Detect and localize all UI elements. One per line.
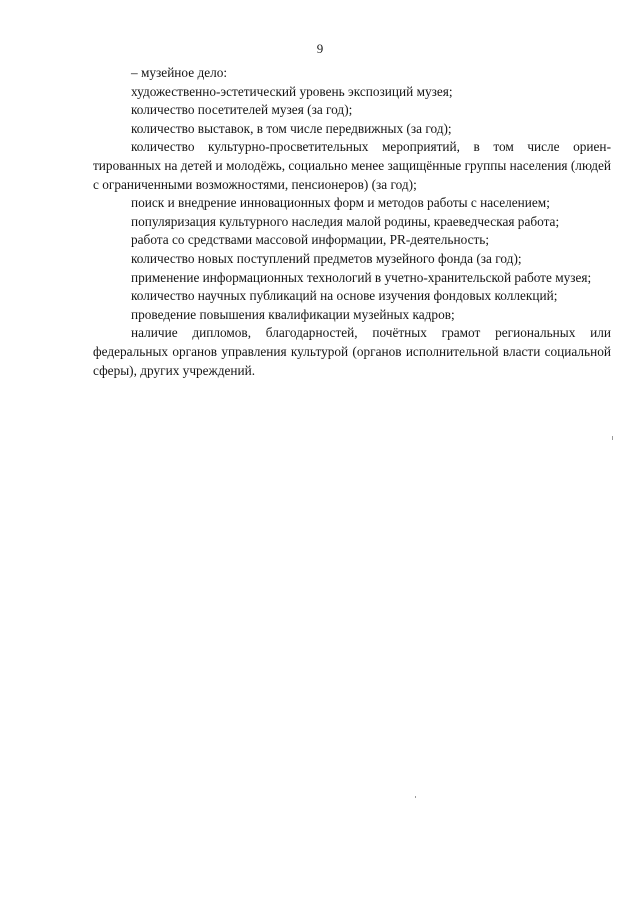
scan-speck <box>415 796 416 798</box>
criteria-item: поиск и внедрение инновационных форм и методов работы с населением; <box>131 195 550 211</box>
criteria-item: количество выставок, в том числе передвижных (за год); <box>131 120 452 136</box>
criteria-item: проведение повышения квалификации музейных кадров; <box>131 306 455 322</box>
criteria-item: количество научных публикаций на основе изучения фондовых коллекций; <box>131 288 558 304</box>
criteria-item: количество посетителей музея (за год); <box>131 102 353 118</box>
criteria-item: популяризация культурного наследия малой родины, краеведческая работа; <box>131 213 560 229</box>
criteria-list <box>93 64 611 380</box>
criteria-item: количество новых поступлений предметов музейного фонда (за год); <box>131 250 522 266</box>
criteria-item: художественно-эстетический уровень экспозиций музея; <box>131 83 453 99</box>
criteria-item: наличие дипломов, благодарностей, почётных грамот региональных или федеральных органов управления культурой (органов исполнительной власти социальной сферы), других учреждений. <box>93 325 611 378</box>
criteria-item: применение информационных технологий в учетно-хранительской работе музея; <box>131 269 592 285</box>
criteria-item: работа со средствами массовой информации, PR-деятельность; <box>131 232 490 248</box>
page-number: 9 <box>316 41 324 56</box>
section-heading-museum: – музейное дело: <box>131 65 228 80</box>
criteria-item: количество культурно-просветительных мероприятий, в том числе ориентированных на детей и молодёжь, социально менее защищённые группы населения (людей с ограниченными возможностями, пенсионеров) (за год); <box>93 139 611 192</box>
scan-speck <box>612 436 613 440</box>
